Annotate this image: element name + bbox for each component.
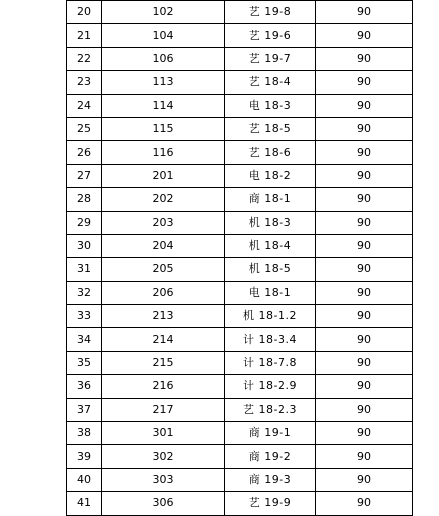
class-name-cell: 艺 18-2.3 (225, 398, 316, 421)
room-number-cell: 216 (102, 375, 225, 398)
table-body (67, 1, 413, 516)
row-number-cell: 27 (67, 164, 102, 187)
count-cell: 90 (316, 305, 413, 328)
room-number-cell: 202 (102, 188, 225, 211)
count-cell: 90 (316, 24, 413, 47)
room-number-cell: 217 (102, 398, 225, 421)
class-name-cell: 艺 19-9 (225, 492, 316, 515)
row-number-cell: 33 (67, 305, 102, 328)
row-number-cell: 41 (67, 492, 102, 515)
class-name-cell: 艺 18-6 (225, 141, 316, 164)
table-row (67, 94, 413, 117)
table-row (67, 445, 413, 468)
count-cell: 90 (316, 492, 413, 515)
table-row (67, 234, 413, 257)
class-name-cell: 艺 19-6 (225, 24, 316, 47)
count-cell: 90 (316, 94, 413, 117)
table-row (67, 24, 413, 47)
count-cell: 90 (316, 375, 413, 398)
count-cell: 90 (316, 1, 413, 24)
count-cell: 90 (316, 281, 413, 304)
row-number-cell: 28 (67, 188, 102, 211)
room-number-cell: 213 (102, 305, 225, 328)
count-cell: 90 (316, 258, 413, 281)
row-number-cell: 35 (67, 351, 102, 374)
row-number-cell: 34 (67, 328, 102, 351)
room-number-cell: 115 (102, 117, 225, 140)
class-name-cell: 计 18-2.9 (225, 375, 316, 398)
table-row (67, 468, 413, 491)
class-name-cell: 艺 19-7 (225, 47, 316, 70)
class-name-cell: 商 18-1 (225, 188, 316, 211)
table-row (67, 164, 413, 187)
room-number-cell: 204 (102, 234, 225, 257)
class-name-cell: 艺 18-4 (225, 71, 316, 94)
table-row (67, 188, 413, 211)
row-number-cell: 21 (67, 24, 102, 47)
room-number-cell: 102 (102, 1, 225, 24)
room-number-cell: 302 (102, 445, 225, 468)
room-number-cell: 114 (102, 94, 225, 117)
table-row (67, 422, 413, 445)
table-row (67, 305, 413, 328)
table-row (67, 398, 413, 421)
table-row (67, 71, 413, 94)
table-row (67, 351, 413, 374)
count-cell: 90 (316, 211, 413, 234)
count-cell: 90 (316, 351, 413, 374)
class-name-cell: 机 18-3 (225, 211, 316, 234)
row-number-cell: 32 (67, 281, 102, 304)
class-name-cell: 商 19-2 (225, 445, 316, 468)
row-number-cell: 39 (67, 445, 102, 468)
table-row (67, 281, 413, 304)
row-number-cell: 22 (67, 47, 102, 70)
count-cell: 90 (316, 71, 413, 94)
room-number-cell: 215 (102, 351, 225, 374)
room-number-cell: 306 (102, 492, 225, 515)
class-name-cell: 机 18-5 (225, 258, 316, 281)
count-cell: 90 (316, 328, 413, 351)
row-number-cell: 26 (67, 141, 102, 164)
class-name-cell: 计 18-7.8 (225, 351, 316, 374)
row-number-cell: 31 (67, 258, 102, 281)
room-number-cell: 106 (102, 47, 225, 70)
table-row (67, 47, 413, 70)
row-number-cell: 25 (67, 117, 102, 140)
count-cell: 90 (316, 117, 413, 140)
table-row (67, 375, 413, 398)
count-cell: 90 (316, 141, 413, 164)
class-name-cell: 电 18-1 (225, 281, 316, 304)
row-number-cell: 40 (67, 468, 102, 491)
room-number-cell: 205 (102, 258, 225, 281)
class-name-cell: 商 19-3 (225, 468, 316, 491)
class-name-cell: 机 18-1.2 (225, 305, 316, 328)
count-cell: 90 (316, 422, 413, 445)
count-cell: 90 (316, 47, 413, 70)
count-cell: 90 (316, 468, 413, 491)
count-cell: 90 (316, 188, 413, 211)
count-cell: 90 (316, 164, 413, 187)
room-number-cell: 104 (102, 24, 225, 47)
class-name-cell: 商 19-1 (225, 422, 316, 445)
row-number-cell: 37 (67, 398, 102, 421)
row-number-cell: 30 (67, 234, 102, 257)
class-name-cell: 电 18-3 (225, 94, 316, 117)
class-name-cell: 艺 19-8 (225, 1, 316, 24)
table-row (67, 211, 413, 234)
exam-room-table (66, 0, 413, 516)
room-number-cell: 116 (102, 141, 225, 164)
room-number-cell: 203 (102, 211, 225, 234)
count-cell: 90 (316, 234, 413, 257)
table-row (67, 328, 413, 351)
row-number-cell: 38 (67, 422, 102, 445)
table-row (67, 492, 413, 515)
class-name-cell: 艺 18-5 (225, 117, 316, 140)
row-number-cell: 24 (67, 94, 102, 117)
table-row (67, 1, 413, 24)
class-name-cell: 机 18-4 (225, 234, 316, 257)
room-number-cell: 303 (102, 468, 225, 491)
table-row (67, 141, 413, 164)
table-row (67, 258, 413, 281)
row-number-cell: 29 (67, 211, 102, 234)
room-number-cell: 113 (102, 71, 225, 94)
room-number-cell: 301 (102, 422, 225, 445)
row-number-cell: 36 (67, 375, 102, 398)
class-name-cell: 计 18-3.4 (225, 328, 316, 351)
row-number-cell: 20 (67, 1, 102, 24)
table-row (67, 117, 413, 140)
row-number-cell: 23 (67, 71, 102, 94)
class-name-cell: 电 18-2 (225, 164, 316, 187)
count-cell: 90 (316, 398, 413, 421)
count-cell: 90 (316, 445, 413, 468)
exam-room-table-container (66, 0, 412, 516)
room-number-cell: 201 (102, 164, 225, 187)
room-number-cell: 206 (102, 281, 225, 304)
room-number-cell: 214 (102, 328, 225, 351)
